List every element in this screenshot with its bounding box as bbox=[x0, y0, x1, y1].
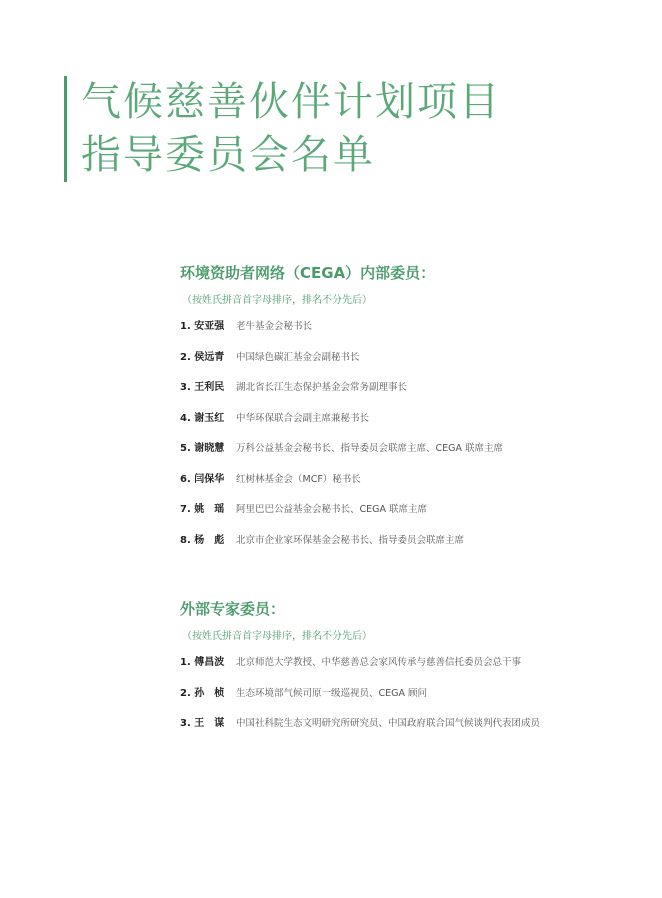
member-role: 中国绿色碳汇基金会副秘书长 bbox=[236, 351, 360, 363]
member-name: 3. 王 谋 bbox=[180, 718, 225, 729]
title-line-2: 指导委员会名单 bbox=[81, 132, 375, 178]
member-role: 生态环境部气候司原一级巡视员、CEGA 顾问 bbox=[236, 687, 428, 699]
member-name: 2. 侯远青 bbox=[180, 351, 225, 363]
list-item bbox=[180, 656, 640, 687]
member-name: 1. 安亚强 bbox=[180, 321, 225, 332]
list-item bbox=[180, 412, 640, 443]
member-role: 中国社科院生态文明研究所研究员、中国政府联合国气候谈判代表团成员 bbox=[236, 718, 541, 729]
member-list bbox=[180, 656, 640, 748]
section-heading: 外部专家委员： bbox=[180, 600, 286, 618]
member-name: 2. 孙 桢 bbox=[180, 687, 225, 699]
member-list bbox=[180, 320, 640, 564]
list-item bbox=[180, 687, 640, 718]
member-name: 3. 王利民 bbox=[180, 382, 225, 393]
member-name: 7. 姚 瑶 bbox=[180, 504, 225, 515]
section-note: （按姓氏拼音首字母排序，排名不分先后） bbox=[182, 631, 372, 642]
member-role: 北京师范大学教授、中华慈善总会家风传承与慈善信托委员会总干事 bbox=[236, 657, 522, 668]
list-item bbox=[180, 381, 640, 412]
list-item bbox=[180, 351, 640, 382]
list-item bbox=[180, 473, 640, 504]
member-role: 老牛基金会秘书长 bbox=[236, 321, 313, 332]
list-item bbox=[180, 503, 640, 534]
list-item bbox=[180, 442, 640, 473]
section-heading: 环境资助者网络（CEGA）内部委员： bbox=[180, 264, 436, 282]
list-item bbox=[180, 320, 640, 351]
member-role: 中华环保联合会副主席兼秘书长 bbox=[236, 412, 370, 424]
list-item bbox=[180, 534, 640, 565]
title-line-1: 气候慈善伙伴计划项目 bbox=[81, 79, 501, 125]
internal-members-section bbox=[180, 262, 640, 564]
member-name: 6. 闫保华 bbox=[180, 473, 225, 485]
member-role: 湖北省长江生态保护基金会常务副理事长 bbox=[236, 382, 408, 393]
member-name: 1. 傅昌波 bbox=[180, 657, 225, 668]
member-name: 8. 杨 彪 bbox=[180, 534, 225, 546]
member-role: 北京市企业家环保基金会秘书长、指导委员会联席主席 bbox=[236, 534, 465, 546]
section-note: （按姓氏拼音首字母排序，排名不分先后） bbox=[182, 295, 372, 306]
external-members-section bbox=[180, 598, 640, 748]
list-item bbox=[180, 717, 640, 748]
member-role: 阿里巴巴公益基金会秘书长、CEGA 联席主席 bbox=[236, 504, 428, 515]
member-name: 5. 谢晓慧 bbox=[180, 443, 225, 454]
member-role: 红树林基金会（MCF）秘书长 bbox=[236, 473, 361, 485]
member-name: 4. 谢玉红 bbox=[180, 412, 225, 424]
member-role: 万科公益基金会秘书长、指导委员会联席主席、CEGA 联席主席 bbox=[236, 443, 504, 454]
page-title bbox=[64, 76, 501, 182]
